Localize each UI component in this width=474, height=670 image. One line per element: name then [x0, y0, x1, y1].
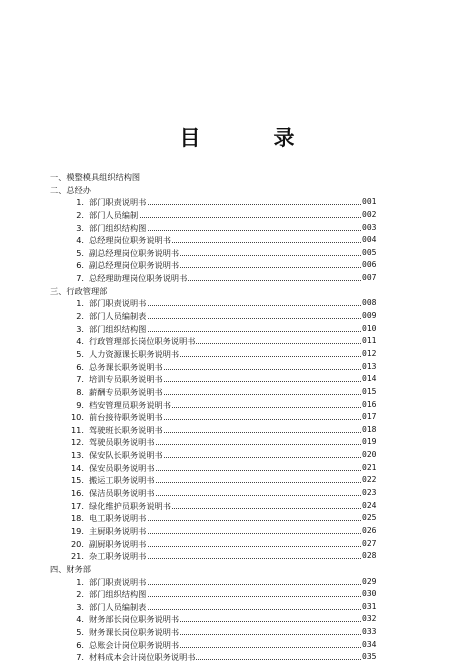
toc-entry — [0, 259, 474, 272]
toc-entry-label: 总经理助理岗位职务说明书 — [89, 273, 188, 284]
toc-entry-number: 20. — [70, 538, 84, 549]
toc-section-heading: 一、模整模具组织结构图 — [50, 172, 141, 182]
toc-entry-label: 部门人员编制表 — [89, 601, 147, 612]
toc-entry-page: 035 — [362, 652, 377, 662]
toc-entry-label: 保洁员职务说明书 — [89, 488, 155, 499]
toc-entry-label: 人力资源课长职务说明书 — [89, 348, 180, 359]
toc-entry-label: 杂工职务说明书 — [89, 551, 147, 562]
toc-entry — [0, 487, 474, 500]
toc-entry-label: 驾驶班长职务说明书 — [89, 424, 163, 435]
toc-entry — [0, 209, 474, 222]
toc-entry-label: 电工职务说明书 — [89, 513, 147, 524]
toc-entry-page: 008 — [362, 298, 377, 308]
toc-entry — [0, 474, 474, 487]
toc-section-heading: 二、总经办 — [50, 184, 91, 195]
toc-entry-page: 003 — [362, 222, 377, 232]
toc-entry-number: 12. — [70, 437, 84, 448]
toc-entry-number: 15. — [70, 475, 84, 486]
toc-entry — [0, 272, 474, 285]
toc-entry-page: 001 — [362, 197, 377, 207]
toc-entry-label: 财务课长岗位职务说明书 — [89, 627, 180, 638]
toc-section-heading: 三、行政管理部 — [50, 285, 108, 296]
toc-entry-page: 033 — [362, 627, 377, 637]
toc-entry-number: 19. — [70, 525, 84, 536]
toc-section-heading: 四、财务部 — [50, 563, 91, 574]
toc-entry-number: 5. — [76, 348, 84, 359]
toc-entry — [0, 639, 474, 652]
toc-entry-label: 部门组织结构图 — [89, 323, 147, 334]
toc-entry-label: 副总经理岗位职务说明书 — [89, 247, 180, 258]
toc-entry — [0, 613, 474, 626]
toc-entry — [0, 462, 474, 475]
toc-entry-number: 3. — [76, 323, 84, 334]
toc-entry-page: 026 — [362, 525, 377, 535]
toc-entry-page: 002 — [362, 209, 377, 219]
toc-entry-label: 档安管理员职务说明书 — [89, 399, 171, 410]
toc-entry-number: 7. — [76, 374, 84, 385]
toc-entry — [0, 538, 474, 551]
toc-entry-label: 保安员职务说明书 — [89, 462, 155, 473]
toc-entry — [0, 500, 474, 513]
toc-entry — [0, 512, 474, 525]
toc-entry-number: 18. — [70, 513, 84, 524]
toc-entry-page: 014 — [362, 374, 377, 384]
toc-entry-number: 5. — [76, 247, 84, 258]
toc-entry-label: 行政管理部长岗位职务说明书 — [89, 336, 196, 347]
toc-entry-label: 培训专员职务说明书 — [89, 374, 163, 385]
toc-entry — [0, 196, 474, 209]
toc-entry-page: 009 — [362, 311, 377, 321]
toc-entry — [0, 386, 474, 399]
toc-entry-page: 019 — [362, 437, 377, 447]
toc-entry-page: 011 — [362, 336, 377, 346]
toc-entry-number: 11. — [70, 424, 84, 435]
toc-entry-label: 部门职责说明书 — [89, 197, 147, 208]
toc-entry-page: 020 — [362, 450, 377, 460]
toc-entry-page: 007 — [362, 273, 377, 283]
toc-entry-page: 031 — [362, 601, 377, 611]
toc-entry-page: 006 — [362, 260, 377, 270]
toc-entry-label: 绿化维护员职务说明书 — [89, 500, 171, 511]
toc-entry-number: 5. — [76, 627, 84, 638]
toc-entry-page: 015 — [362, 386, 377, 396]
toc-entry — [0, 361, 474, 374]
toc-entry-number: 17. — [70, 500, 84, 511]
toc-entry-number: 9. — [76, 399, 84, 410]
toc-entry-page: 013 — [362, 361, 377, 371]
toc-entry-number: 4. — [76, 336, 84, 347]
toc-entry-number: 8. — [76, 386, 84, 397]
toc-entry-number: 3. — [76, 601, 84, 612]
toc-entry-page: 025 — [362, 513, 377, 523]
toc-entry-page: 022 — [362, 475, 377, 485]
toc-entry-label: 搬运工职务说明书 — [89, 475, 155, 486]
toc-entry — [0, 297, 474, 310]
toc-entry-label: 部门职责说明书 — [89, 576, 147, 587]
toc-entry-number: 13. — [70, 450, 84, 461]
toc-entry-number: 10. — [70, 412, 84, 423]
toc-entry — [0, 601, 474, 614]
toc-entry-label: 总账会计岗位职务说明书 — [89, 639, 180, 650]
toc-entry — [0, 348, 474, 361]
toc-entry-number: 2. — [76, 209, 84, 220]
toc-entry-label: 保安队长职务说明书 — [89, 450, 163, 461]
toc-entry-label: 总务课长职务说明书 — [89, 361, 163, 372]
toc-entry-page: 030 — [362, 589, 377, 599]
toc-entry-page: 004 — [362, 235, 377, 245]
toc-entry-number: 6. — [76, 260, 84, 271]
toc-entry-page: 017 — [362, 412, 377, 422]
toc-entry — [0, 449, 474, 462]
toc-entry-label: 部门组织结构图 — [89, 589, 147, 600]
toc-entry — [0, 626, 474, 639]
toc-entry-page: 027 — [362, 538, 377, 548]
toc-entry — [0, 247, 474, 260]
toc-entry-page: 012 — [362, 348, 377, 358]
toc-entry-label: 主厨职务说明书 — [89, 525, 147, 536]
toc-entry — [0, 310, 474, 323]
toc-entry-label: 部门组织结构图 — [89, 222, 147, 233]
toc-entry-number: 6. — [76, 639, 84, 650]
toc-entry-page: 010 — [362, 323, 377, 333]
toc-entry — [0, 436, 474, 449]
toc-entry-number: 6. — [76, 361, 84, 372]
toc-entry-label: 驾驶员职务说明书 — [89, 437, 155, 448]
toc-entry-label: 薪酬专员职务说明书 — [89, 386, 163, 397]
toc-entry-page: 028 — [362, 551, 377, 561]
toc-entry-number: 1. — [76, 298, 84, 309]
toc-entry-page: 018 — [362, 424, 377, 434]
toc-entry-page: 023 — [362, 488, 377, 498]
toc-entry-number: 14. — [70, 462, 84, 473]
toc-entry-number: 1. — [76, 576, 84, 587]
toc-entry — [0, 651, 474, 664]
toc-entry-number: 1. — [76, 197, 84, 208]
toc-entry — [0, 588, 474, 601]
toc-entry-label: 部门人员编制 — [89, 209, 139, 220]
table-of-contents — [0, 171, 474, 664]
toc-entry — [0, 424, 474, 437]
toc-entry-number: 2. — [76, 589, 84, 600]
toc-entry — [0, 576, 474, 589]
toc-entry — [0, 335, 474, 348]
toc-entry — [0, 411, 474, 424]
toc-entry — [0, 323, 474, 336]
toc-entry-label: 副总经理岗位职务说明书 — [89, 260, 180, 271]
toc-entry-label: 材料成本会计岗位职务说明书 — [89, 652, 196, 663]
toc-entry-number: 4. — [76, 235, 84, 246]
toc-entry-number: 3. — [76, 222, 84, 233]
toc-entry-number: 7. — [76, 273, 84, 284]
toc-entry-label: 财务部长岗位职务说明书 — [89, 614, 180, 625]
toc-entry-label: 部门人员编制表 — [89, 311, 147, 322]
toc-entry-label: 副厨职务说明书 — [89, 538, 147, 549]
toc-entry-page: 034 — [362, 639, 377, 649]
toc-entry-number: 16. — [70, 488, 84, 499]
toc-entry-number: 4. — [76, 614, 84, 625]
toc-entry-number: 2. — [76, 311, 84, 322]
toc-entry-page: 021 — [362, 462, 377, 472]
toc-entry-page: 024 — [362, 500, 377, 510]
toc-entry — [0, 234, 474, 247]
toc-entry — [0, 550, 474, 563]
toc-entry-page: 032 — [362, 614, 377, 624]
toc-entry-label: 前台接待职务说明书 — [89, 412, 163, 423]
toc-entry — [0, 373, 474, 386]
toc-entry — [0, 525, 474, 538]
toc-entry-number: 7. — [76, 652, 84, 663]
toc-entry-number: 21. — [70, 551, 84, 562]
toc-entry — [0, 399, 474, 412]
toc-entry-page: 029 — [362, 576, 377, 586]
toc-entry-page: 016 — [362, 399, 377, 409]
toc-entry-label: 总经理岗位职务说明书 — [89, 235, 171, 246]
toc-entry-page: 005 — [362, 247, 377, 257]
toc-entry — [0, 222, 474, 235]
page-title: 目 录 — [179, 125, 321, 150]
toc-entry-label: 部门职责说明书 — [89, 298, 147, 309]
